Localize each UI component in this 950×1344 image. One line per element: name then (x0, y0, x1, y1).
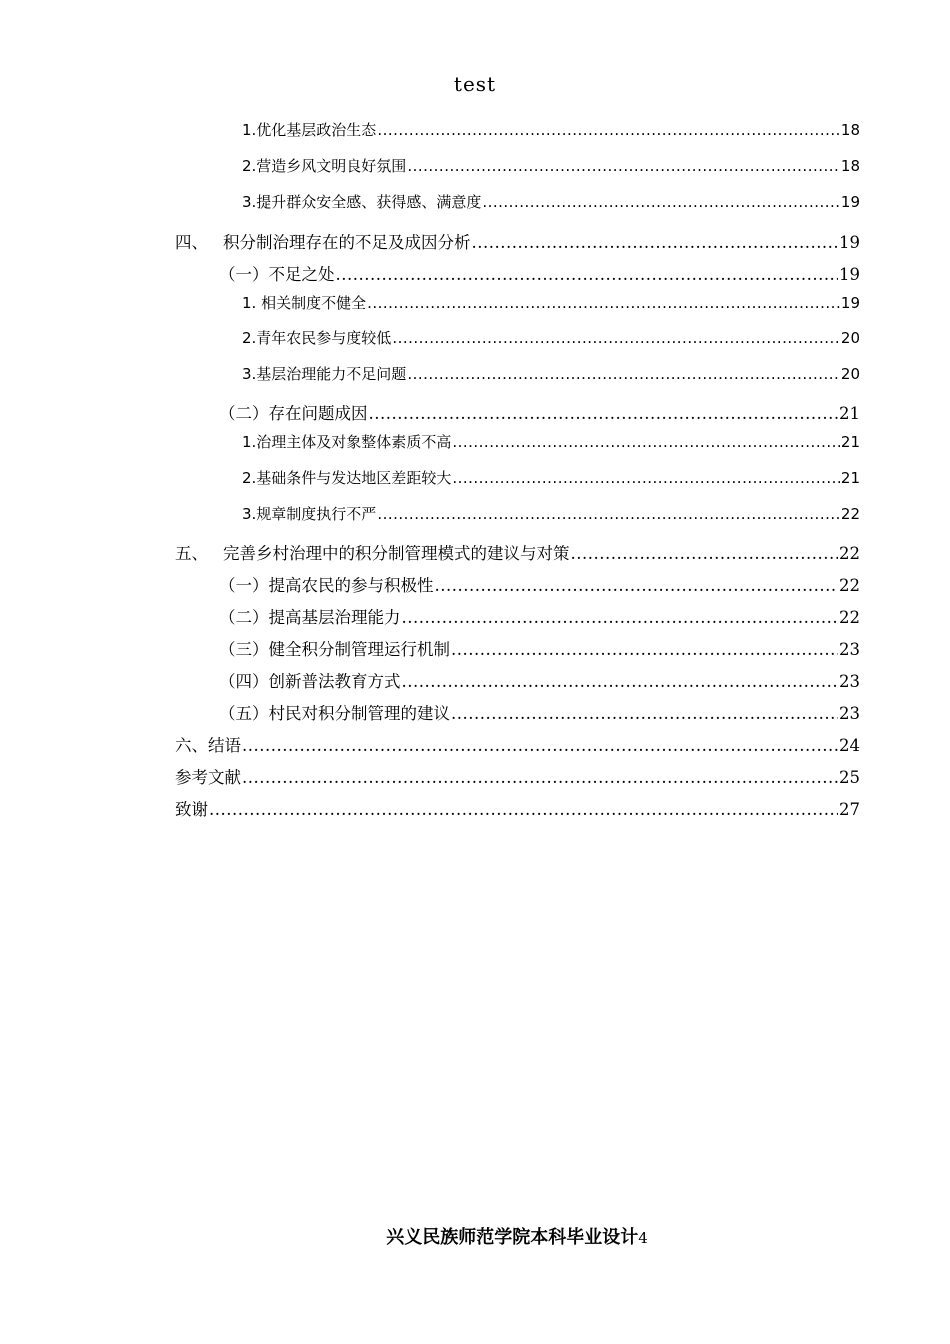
toc-entry-page-number: 25 (839, 768, 860, 787)
toc-leader-dots (407, 365, 840, 383)
page-footer (0, 1223, 950, 1249)
toc-entry-title: （五）村民对积分制管理的建议 (219, 704, 450, 723)
toc-entry-title: 1.优化基层政治生态 (242, 121, 377, 139)
toc-leader-dots (367, 294, 840, 312)
footer-institution-text: 兴义民族师范学院本科毕业设计 (386, 1227, 639, 1248)
toc-entry-title: 1. 相关制度不健全 (242, 294, 367, 312)
toc-entry[interactable] (219, 572, 860, 596)
toc-entry-page-number: 21 (839, 404, 860, 423)
footer-page-number: 4 (638, 1229, 648, 1247)
toc-entry-text: 完善乡村治理中的积分制管理模式的建议与对策 (223, 544, 570, 563)
toc-entry[interactable] (219, 668, 860, 692)
toc-entry-title: 2.基础条件与发达地区差距较大 (242, 469, 452, 487)
toc-entry-page-number: 23 (839, 672, 860, 691)
toc-entry[interactable] (219, 604, 860, 628)
toc-entry-page-number: 19 (840, 193, 860, 211)
toc-entry-page-number: 19 (840, 294, 860, 312)
toc-leader-dots (452, 469, 840, 487)
toc-entry-page-number: 22 (839, 544, 860, 563)
toc-entry-text: 积分制治理存在的不足及成因分析 (223, 233, 471, 252)
toc-leader-dots (571, 544, 839, 563)
toc-entry-page-number: 21 (840, 469, 860, 487)
toc-entry[interactable] (242, 155, 860, 176)
toc-entry[interactable] (219, 400, 860, 424)
toc-entry[interactable] (175, 732, 860, 756)
toc-leader-dots (392, 329, 840, 347)
toc-entry-page-number: 20 (840, 365, 860, 383)
toc-entry-page-number: 18 (840, 121, 860, 139)
toc-entry-title: （二）提高基层治理能力 (219, 608, 401, 627)
toc-entry-title: 致谢 (175, 800, 208, 819)
toc-entry[interactable] (175, 540, 860, 564)
toc-leader-dots (452, 433, 840, 451)
toc-entry-title: （二）存在问题成因 (219, 404, 368, 423)
toc-entry-title: 3.规章制度执行不严 (242, 505, 377, 523)
toc-entry-title: （一）不足之处 (219, 265, 335, 284)
toc-entry-page-number: 27 (839, 800, 860, 819)
toc-entry[interactable] (242, 191, 860, 212)
toc-entry-number: 四、 (175, 233, 208, 252)
toc-entry-page-number: 24 (839, 736, 860, 755)
toc-leader-dots (369, 404, 839, 423)
toc-leader-dots (451, 704, 838, 723)
toc-entry-title: 3.提升群众安全感、获得感、满意度 (242, 193, 482, 211)
toc-entry[interactable] (242, 503, 860, 524)
toc-leader-dots (402, 608, 839, 627)
toc-entry[interactable] (242, 467, 860, 488)
toc-entry-page-number: 22 (839, 576, 860, 595)
toc-entry[interactable] (175, 229, 860, 253)
toc-leader-dots (377, 505, 840, 523)
toc-entry-title (175, 540, 570, 564)
toc-leader-dots (336, 265, 839, 284)
toc-entry[interactable] (242, 327, 860, 348)
toc-entry-title: 2.青年农民参与度较低 (242, 329, 392, 347)
toc-leader-dots (377, 121, 840, 139)
toc-leader-dots (472, 233, 839, 252)
toc-entry-title: 1.治理主体及对象整体素质不高 (242, 433, 452, 451)
toc-leader-dots (242, 736, 838, 755)
toc-entry[interactable] (219, 261, 860, 285)
toc-leader-dots (242, 768, 838, 787)
toc-leader-dots (482, 193, 840, 211)
toc-entry-title (175, 229, 471, 253)
toc-leader-dots (435, 576, 839, 595)
toc-entry[interactable] (242, 119, 860, 140)
page-header-title: test (453, 72, 497, 96)
toc-entry[interactable] (175, 796, 860, 820)
toc-entry[interactable] (242, 431, 860, 452)
toc-entry-page-number: 23 (839, 640, 860, 659)
toc-entry-title: （三）健全积分制管理运行机制 (219, 640, 450, 659)
toc-leader-dots (407, 157, 840, 175)
toc-entry-title: （一）提高农民的参与积极性 (219, 576, 434, 595)
toc-entry-number: 五、 (175, 544, 208, 563)
toc-entry[interactable] (219, 700, 860, 724)
toc-entry-title: 3.基层治理能力不足问题 (242, 365, 407, 383)
toc-entry[interactable] (242, 363, 860, 384)
toc-entry-page-number: 23 (839, 704, 860, 723)
toc-entry[interactable] (175, 764, 860, 788)
toc-entry-title: 六、结语 (175, 736, 241, 755)
toc-entry-page-number: 22 (839, 608, 860, 627)
toc-leader-dots (402, 672, 839, 691)
toc-entry-page-number: 21 (840, 433, 860, 451)
toc-entry-page-number: 20 (840, 329, 860, 347)
toc-leader-dots (209, 800, 838, 819)
toc-entry-page-number: 19 (839, 233, 860, 252)
toc-entry-title: 2.营造乡风文明良好氛围 (242, 157, 407, 175)
toc-entry[interactable] (242, 292, 860, 313)
toc-leader-dots (451, 640, 838, 659)
toc-entry[interactable] (219, 636, 860, 660)
toc-entry-page-number: 18 (840, 157, 860, 175)
toc-entry-title: 参考文献 (175, 768, 241, 787)
toc-entry-title: （四）创新普法教育方式 (219, 672, 401, 691)
toc-entry-page-number: 19 (839, 265, 860, 284)
toc-entry-page-number: 22 (840, 505, 860, 523)
